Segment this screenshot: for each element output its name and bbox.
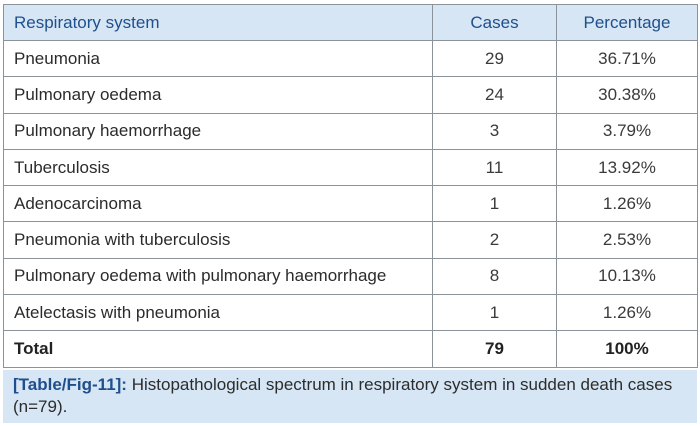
row-label: Atelectasis with pneumonia (4, 295, 433, 331)
row-percentage: 13.92% (557, 149, 698, 185)
header-percentage: Percentage (557, 5, 698, 41)
row-label: Tuberculosis (4, 149, 433, 185)
row-cases: 3 (433, 113, 557, 149)
row-label: Adenocarcinoma (4, 186, 433, 222)
caption-tag: [Table/Fig-11]: (13, 375, 127, 394)
row-percentage: 1.26% (557, 295, 698, 331)
row-label: Pulmonary oedema with pulmonary haemorrhage (4, 258, 433, 294)
row-cases: 29 (433, 41, 557, 77)
row-cases: 11 (433, 149, 557, 185)
row-percentage: 36.71% (557, 41, 698, 77)
row-label: Pulmonary haemorrhage (4, 113, 433, 149)
row-label: Pneumonia with tuberculosis (4, 222, 433, 258)
header-respiratory-system: Respiratory system (4, 5, 433, 41)
row-percentage: 2.53% (557, 222, 698, 258)
total-label: Total (4, 331, 433, 367)
header-cases: Cases (433, 5, 557, 41)
row-percentage: 1.26% (557, 186, 698, 222)
table-row (4, 113, 698, 149)
row-cases: 1 (433, 186, 557, 222)
total-percentage: 100% (557, 331, 698, 367)
table-total-row (4, 331, 698, 367)
row-cases: 8 (433, 258, 557, 294)
row-percentage: 10.13% (557, 258, 698, 294)
table-row (4, 258, 698, 294)
respiratory-table (3, 4, 698, 368)
row-percentage: 3.79% (557, 113, 698, 149)
caption-text: Histopathological spectrum in respiratory system in sudden death cases (n=79). (13, 375, 673, 416)
table-row (4, 222, 698, 258)
table-row (4, 41, 698, 77)
row-label: Pulmonary oedema (4, 77, 433, 113)
row-cases: 2 (433, 222, 557, 258)
row-label: Pneumonia (4, 41, 433, 77)
table-row (4, 295, 698, 331)
table-caption (3, 370, 697, 423)
total-cases: 79 (433, 331, 557, 367)
table-row (4, 77, 698, 113)
table-header-row (4, 5, 698, 41)
row-cases: 24 (433, 77, 557, 113)
row-percentage: 30.38% (557, 77, 698, 113)
row-cases: 1 (433, 295, 557, 331)
table-row (4, 149, 698, 185)
table-row (4, 186, 698, 222)
